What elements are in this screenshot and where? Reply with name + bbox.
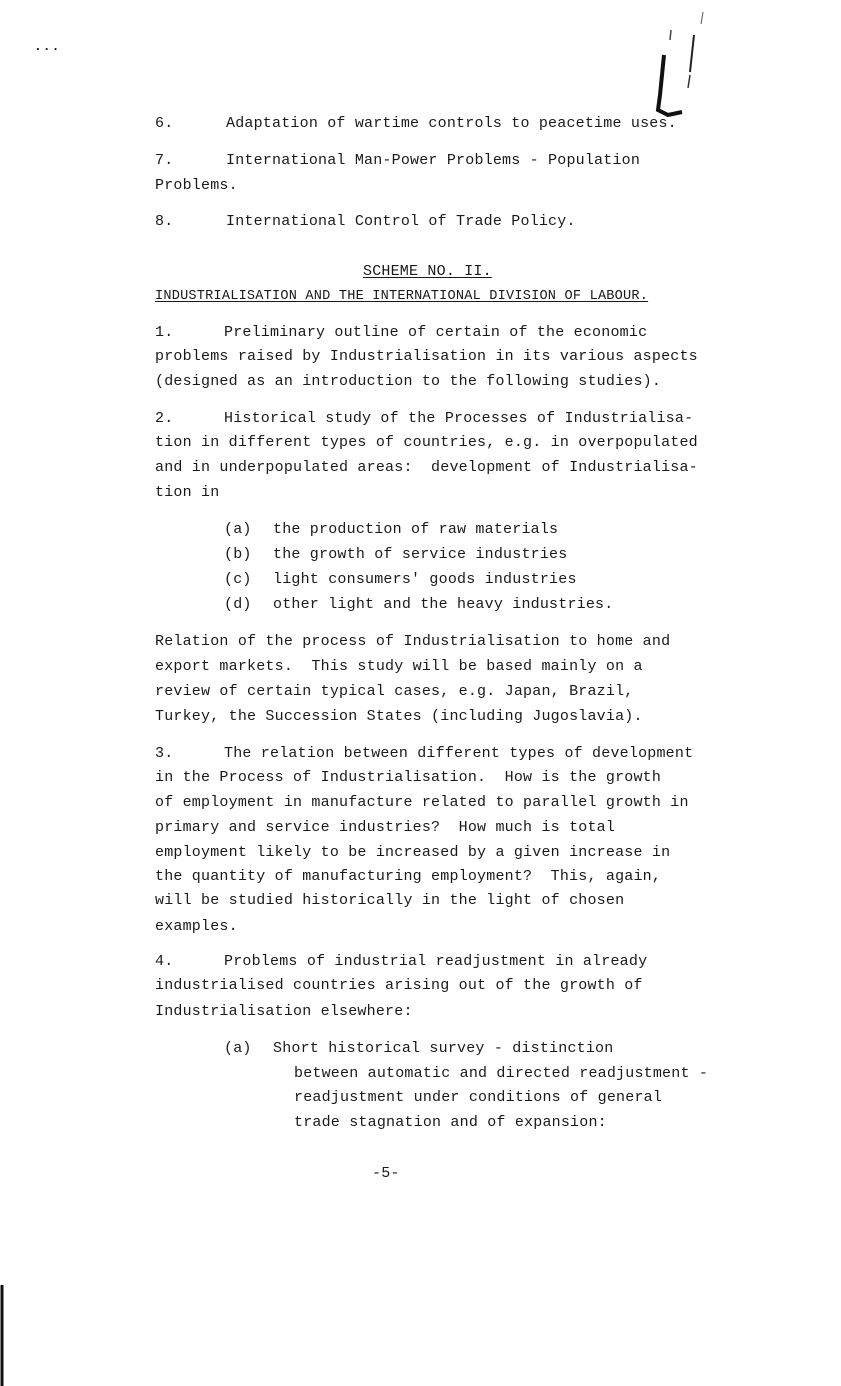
- item-2-line: Historical study of the Processes of Industrialisa-: [224, 410, 694, 427]
- item-8-number: 8.: [155, 213, 174, 230]
- item-8-text: International Control of Trade Policy.: [226, 213, 576, 230]
- item-1-line: (designed as an introduction to the following studies).: [155, 373, 662, 390]
- item-3-line: The relation between different types of development: [224, 745, 694, 762]
- item-2-subitem-label: (a): [224, 521, 252, 538]
- page-number: -5-: [372, 1165, 400, 1182]
- item-2-subitem-text: the production of raw materials: [273, 521, 559, 538]
- item-2-line: tion in different types of countries, e.g. in overpopulated: [155, 434, 698, 451]
- item-2-para-line: review of certain typical cases, e.g. Japan, Brazil,: [155, 683, 634, 700]
- item-4-line: industrialised countries arising out of the growth of: [155, 977, 643, 994]
- item-2-number: 2.: [155, 410, 174, 427]
- item-1-number: 1.: [155, 324, 174, 341]
- item-2-subitem-label: (c): [224, 571, 252, 588]
- item-2-para-line: export markets. This study will be based mainly on a: [155, 658, 643, 675]
- item-3-number: 3.: [155, 745, 174, 762]
- item-3-line: the quantity of manufacturing employment? This, again,: [155, 868, 662, 885]
- scheme-heading: SCHEME NO. II.: [363, 263, 492, 280]
- item-2-subitem-text: the growth of service industries: [273, 546, 568, 563]
- item-7-continuation: Problems.: [155, 177, 238, 194]
- item-2-line: and in underpopulated areas: development of Industrialisa-: [155, 459, 698, 476]
- item-4-number: 4.: [155, 953, 174, 970]
- pen-mark: [690, 35, 694, 72]
- item-4-line: Industrialisation elsewhere:: [155, 1003, 413, 1020]
- item-3-line: will be studied historically in the light of chosen: [155, 892, 625, 909]
- item-2-line: tion in: [155, 484, 220, 501]
- corner-marks: ...: [34, 39, 61, 54]
- item-2-para-line: Relation of the process of Industrialisation to home and: [155, 633, 671, 650]
- item-2-para-line: Turkey, the Succession States (including Jugoslavia).: [155, 708, 643, 725]
- item-1-line: Preliminary outline of certain of the economic: [224, 324, 648, 341]
- item-2-subitem-text: light consumers' goods industries: [273, 571, 577, 588]
- item-3-line: in the Process of Industrialisation. How is the growth: [155, 769, 662, 786]
- pen-mark: [670, 30, 671, 40]
- item-4-subitem-label: (a): [224, 1040, 252, 1057]
- item-4-subitem-text: between automatic and directed readjustment -: [294, 1065, 709, 1082]
- item-2-subitem-label: (b): [224, 546, 252, 563]
- pen-mark: [658, 55, 682, 115]
- item-3-line: of employment in manufacture related to parallel growth in: [155, 794, 689, 811]
- item-1-line: problems raised by Industrialisation in its various aspects: [155, 348, 698, 365]
- item-3-line: primary and service industries? How much is total: [155, 819, 616, 836]
- item-2-subitem-text: other light and the heavy industries.: [273, 596, 614, 613]
- item-3-line: examples.: [155, 918, 238, 935]
- item-6-text: Adaptation of wartime controls to peacetime uses.: [226, 115, 677, 132]
- item-4-line: Problems of industrial readjustment in already: [224, 953, 648, 970]
- item-3-line: employment likely to be increased by a given increase in: [155, 844, 671, 861]
- pen-mark: [688, 75, 690, 88]
- scheme-subheading: INDUSTRIALISATION AND THE INTERNATIONAL DIVISION OF LABOUR.: [155, 289, 649, 304]
- item-4-subitem-text: readjustment under conditions of general: [294, 1089, 663, 1106]
- item-2-subitem-label: (d): [224, 596, 252, 613]
- item-4-subitem-text: Short historical survey - distinction: [273, 1040, 614, 1057]
- item-4-subitem-text: trade stagnation and of expansion:: [294, 1114, 607, 1131]
- pen-mark: [701, 12, 703, 24]
- item-7-number: 7.: [155, 152, 174, 169]
- item-6-number: 6.: [155, 115, 174, 132]
- item-7-text: International Man-Power Problems - Population: [226, 152, 641, 169]
